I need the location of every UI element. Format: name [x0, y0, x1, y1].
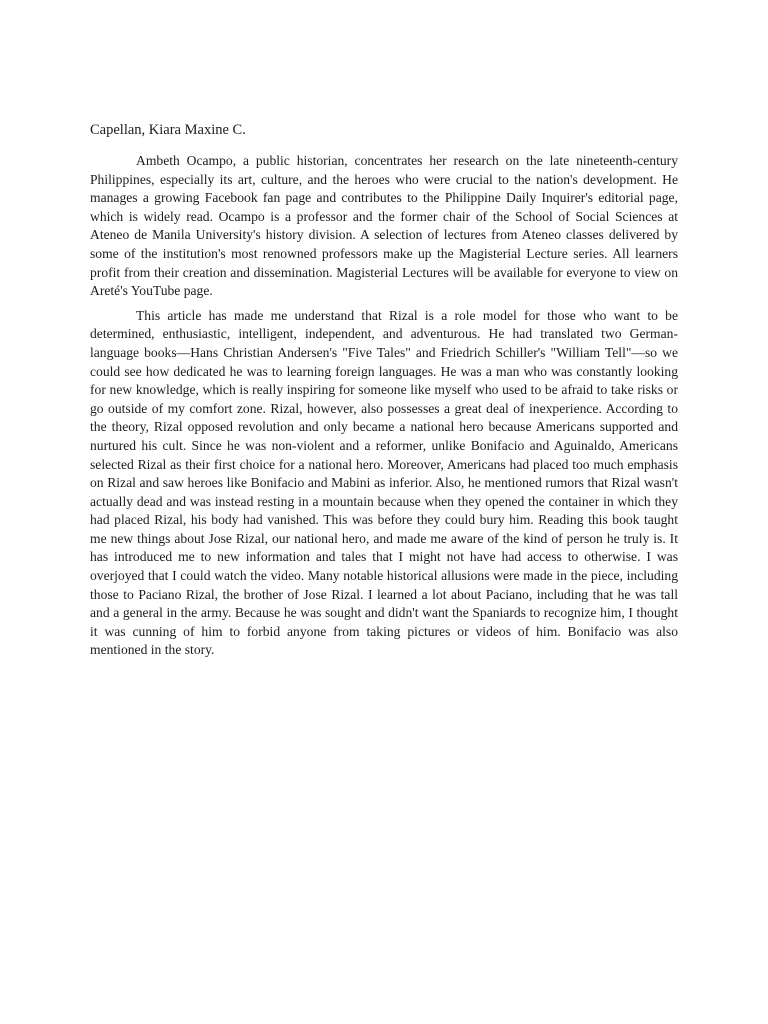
paragraph-reflection: This article has made me understand that Rizal is a role model for those who want to be determined, enthusiastic, intelligent, independent, and adventurous. He had translated two German-language books—Hans Christian Andersen's "Five Tales" and Friedrich Schiller's "William Tell"—so we could see how dedicated he was to learning foreign languages. He was a man who was constantly looking for new knowledge, which is really inspiring for someone like myself who used to be afraid to take risks or go outside of my comfort zone. Rizal, however, also possesses a great deal of inexperience. According to the theory, Rizal opposed revolution and only became a national hero because Americans supported and nurtured his cult. Since he was non-violent and a reformer, unlike Bonifacio and Aguinaldo, Americans selected Rizal as their first choice for a national hero. Moreover, Americans had placed too much emphasis on Rizal and saw heroes like Bonifacio and Mabini as inferior. Also, he mentioned rumors that Rizal wasn't actually dead and was instead resting in a mountain because when they opened the container in which they had placed Rizal, his body had vanished. This was before they could bury him. Reading this book taught me new things about Jose Rizal, our national hero, and made me aware of the kind of person he truly is. It has introduced me to new information and tales that I might not have had access to otherwise. I was overjoyed that I could watch the video. Many notable historical allusions were made in the piece, including those to Paciano Rizal, the brother of Jose Rizal. I learned a lot about Paciano, including that he was tall and a general in the army. Because he was sought and didn't want the Spaniards to recognize him, I thought it was cunning of him to forbid anyone from taking pictures or videos of him. Bonifacio was also mentioned in the story. [90, 307, 678, 658]
author-name: Capellan, Kiara Maxine C. [90, 122, 246, 138]
paragraph-intro: Ambeth Ocampo, a public historian, concentrates her research on the late nineteenth-century Philippines, especially its art, culture, and the heroes who were crucial to the nation's development. He manages a growing Facebook fan page and contributes to the Philippine Daily Inquirer's editorial page, which is widely read. Ocampo is a professor and the former chair of the School of Social Sciences at Ateneo de Manila University's history division. A selection of lectures from Ateneo classes delivered by some of the institution's most renowned professors make up the Magisterial Lecture series. All learners profit from their creation and dissemination. Magisterial Lectures will be available for everyone to view on Areté's YouTube page. [90, 153, 678, 299]
document-body [90, 152, 678, 660]
